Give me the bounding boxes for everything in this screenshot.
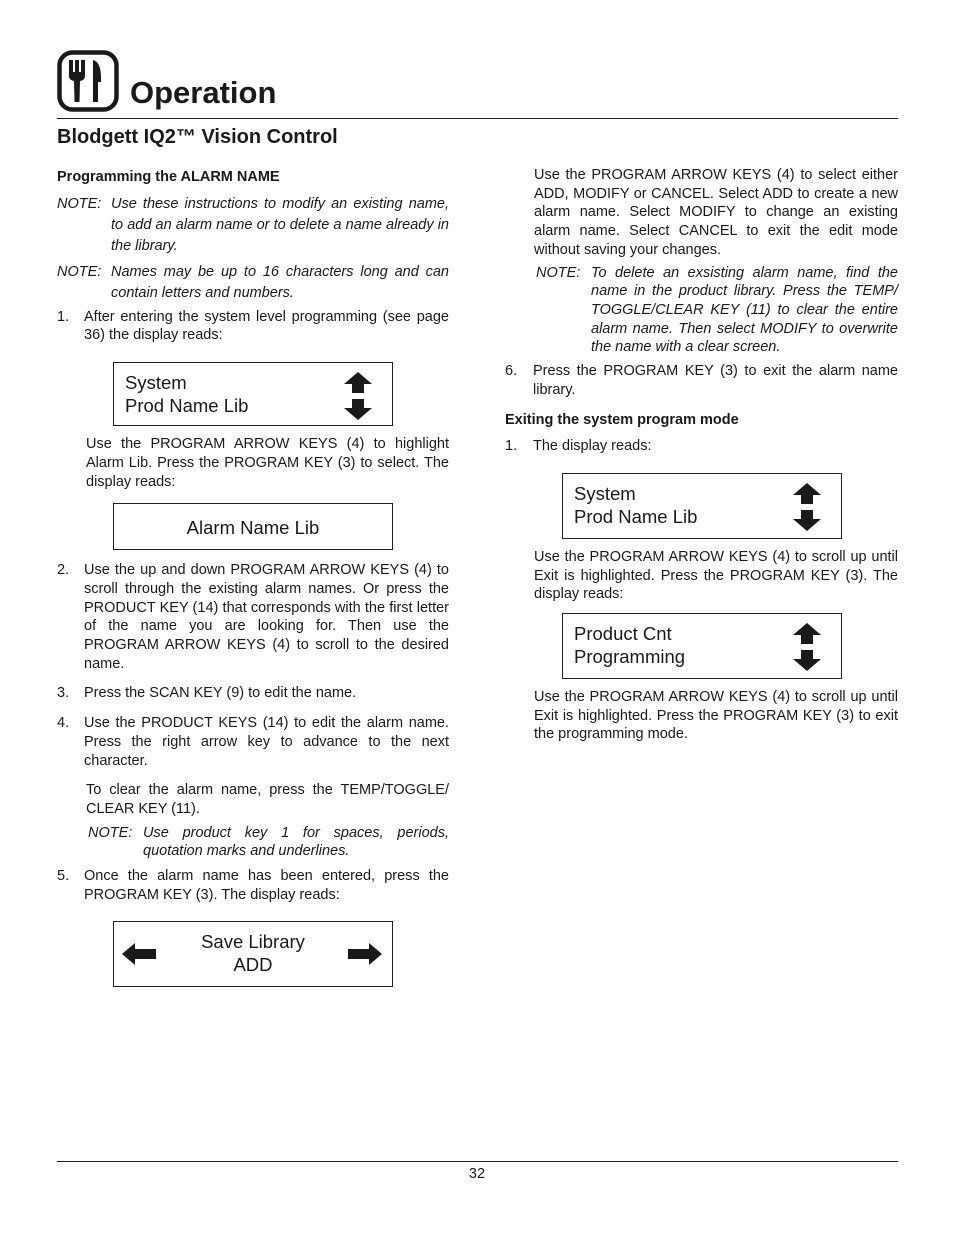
section-heading-alarm-name: Programming the ALARM NAME [57,169,280,185]
display-line-1: Product Cnt [574,622,672,644]
step-text: Press the SCAN KEY (9) to edit the name. [84,685,357,702]
exit-instruction-2: Use the PROGRAM ARROW KEYS (4) to scroll up until Exit is highlighted. Press the PROGRAM KEY (3) to exit the programming mode. [534,688,898,743]
step-number: 5. [57,868,70,885]
step-text: Press the PROGRAM KEY (3) to exit the alarm name library. [533,363,898,398]
step-number: 4. [57,715,70,732]
left-column [57,168,449,987]
up-down-arrow-icon [793,623,821,671]
display-line-1: Alarm Name Lib [186,517,320,539]
step-1 [57,308,449,345]
note-text: Use product key 1 for spaces, periods, quotation marks and underlines. [143,824,449,860]
note-label: NOTE: [57,263,102,280]
note-text: To delete an exsisting alarm name, find the name in the product library. Press the TEMP/ TOGGLE/CLEAR KEY (11) to clear the entire alarm name. Then select MODIFY to overwrite the name with a clear screen. [591,264,898,356]
title-divider [57,118,898,119]
step-text: Use the PRODUCT KEYS (14) to edit the alarm name. Press the right arrow key to advance to the next character. [84,715,449,769]
page-number: 32 [468,1166,486,1182]
step-1-continued: Use the PROGRAM ARROW KEYS (4) to highlight Alarm Lib. Press the PROGRAM KEY (3) to select. The display reads: [86,436,449,490]
display-alarm-name-lib [113,503,393,550]
display-line-2: Prod Name Lib [125,395,249,417]
up-down-arrow-icon [793,483,821,531]
step-text: The display reads: [533,438,652,455]
display-system-prod-name-lib [113,362,393,426]
display-line-1: System [125,372,187,394]
page-subtitle: Blodgett IQ2™ Vision Control [57,126,338,148]
note-label: NOTE: [536,264,581,281]
note-name-length [57,262,449,304]
step-number: 2. [57,562,70,579]
exit-instruction-1: Use the PROGRAM ARROW KEYS (4) to scroll up until Exit is highlighted. Press the PROGRAM KEY (3). The display reads: [534,548,898,603]
step-5-continued: Use the PROGRAM ARROW KEYS (4) to select either ADD, MODIFY or CANCEL. Select ADD to create a new alarm name. Select MODIFY to change an existing alarm name. Select CANCEL to exit the edit mode without saving your changes. [534,167,898,258]
right-arrow-icon [348,943,382,965]
display-system-prod-name-lib [562,473,842,539]
step-4-continued: To clear the alarm name, press the TEMP/TOGGLE/ CLEAR KEY (11). [86,782,449,817]
step-number: 6. [505,363,518,380]
step-3 [57,684,449,703]
note-text: Use these instructions to modify an existing name, to add an alarm name or to delete a name already in the library. [111,195,449,254]
right-column [505,166,898,744]
display-save-library [113,921,393,987]
note-product-key [88,824,449,861]
note-label: NOTE: [57,195,102,212]
note-delete-name [536,264,898,358]
display-line-2: ADD [233,954,273,976]
section-heading-exit: Exiting the system program mode [505,412,739,429]
step-4 [57,714,449,770]
display-line-2: Programming [574,645,686,667]
fork-knife-icon [57,50,119,112]
page-title: Operation [130,75,277,110]
note-text: Names may be up to 16 characters long and can contain letters and numbers. [111,263,449,301]
step-5 [57,867,449,904]
display-line-1: System [574,482,636,504]
up-down-arrow-icon [344,372,372,420]
step-number: 1. [505,438,518,455]
footer-divider [57,1161,898,1162]
display-product-cnt-programming [562,613,842,679]
step-number: 1. [57,308,70,325]
display-line-2: Prod Name Lib [574,505,698,527]
display-line-1: Save Library [201,931,305,953]
step-6 [505,362,898,399]
exit-step-1 [505,437,898,456]
step-number: 3. [57,685,70,702]
step-text: Once the alarm name has been entered, press the PROGRAM KEY (3). The display reads: [84,868,449,903]
note-instructions [57,194,449,257]
step-2 [57,561,449,673]
step-text: Use the up and down PROGRAM ARROW KEYS (4) to scroll through the existing alarm names. Or press the PRODUCT KEY (14) that corresponds with the first letter of the name you are looking for. Then use the PROGRAM ARROW KEYS (4) to scroll to the desired name. [84,562,449,672]
step-text: After entering the system level programming (see page 36) the display reads: [84,308,449,344]
note-label: NOTE: [88,824,133,841]
